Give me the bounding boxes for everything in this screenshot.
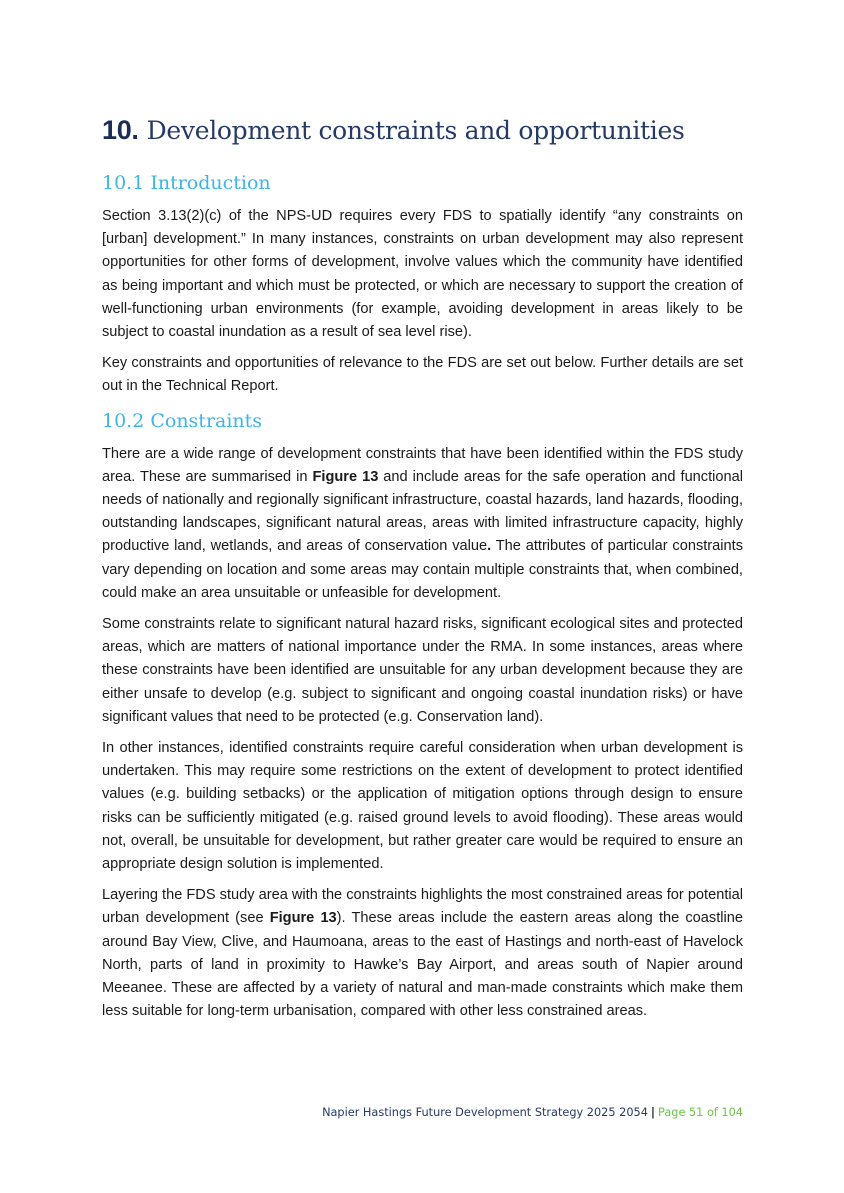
paragraph: [102, 737, 743, 876]
paragraph: [102, 613, 743, 729]
text: In other instances, identified constraints require careful consideration when urban development is undertaken. This may require some restrictions on the extent of development to protect identified values (e.g. building setbacks) or the application of mitigation options through design to ensure risks can be sufficiently mitigated (e.g. raised ground levels to avoid flooding). These areas would not, overall, be unsuitable for development, but rather greater care would be required to ensure an appropriate design solution is implemented.: [102, 740, 743, 873]
figure-reference: Figure 13: [269, 910, 337, 927]
text: Key constraints and opportunities of relevance to the FDS are set out below. Further details are set out in the Technical Report.: [102, 355, 743, 395]
document-page: [102, 112, 743, 1032]
text: and include areas for the safe operation and functional needs of nationally and regionally significant infrastructure, coastal hazards, land hazards, flooding, outstanding landscapes, significant natural areas, areas with limited infrastructure capacity, highly productive land, wetlands, and areas of conservation value: [102, 468, 743, 555]
text: Section 3.13(2)(c) of the NPS-UD requires every FDS to spatially identify “any constraints on [urban] development.” In many instances, constraints on urban development may also represent opportunities for other forms of development, involve values which the community have identified as being important and which must be protected, or which are necessary to support the creation of well-functioning urban environments (for example, avoiding development in areas likely to be subject to coastal inundation as a result of sea level rise).: [102, 208, 743, 341]
footer-document-title: Napier Hastings Future Development Strategy 2025 2054: [322, 1106, 648, 1119]
text: ). These areas include the eastern areas along the coastline around Bay View, Clive, and Haumoana, areas to the east of Hastings and north-east of Havelock North, parts of land in proximity to Hawke’s Bay Airport, and areas south of Napier around Meeanee. These are affected by a variety of natural and man-made constraints which make them less suitable for long-term urbanisation, compared with other less constrained areas.: [102, 910, 743, 1020]
chapter-title: Development constraints and opportunities: [146, 116, 685, 145]
text: Layering the FDS study area with the constraints highlights the most constrained areas for potential urban development (see: [102, 887, 743, 927]
figure-reference: Figure 13: [312, 468, 379, 485]
footer-separator: |: [650, 1106, 656, 1119]
text: There are a wide range of development constraints that have been identified within the FDS study area. These are summarised in: [102, 445, 743, 485]
chapter-number: 10.: [102, 115, 139, 145]
section-heading-constraints: 10.2 Constraints: [102, 409, 263, 432]
page-footer: [322, 1106, 743, 1119]
section-heading-introduction: 10.1 Introduction: [102, 172, 271, 194]
text: .: [487, 538, 492, 555]
paragraph: [102, 352, 743, 398]
paragraph: [102, 884, 743, 1023]
chapter-heading: [102, 112, 743, 149]
paragraph: [102, 205, 743, 344]
paragraph: [102, 443, 743, 605]
text: Some constraints relate to significant natural hazard risks, significant ecological sites and protected areas, which are matters of national importance under the RMA. In some instances, areas where these constraints have been identified are unsuitable for any urban development because they are either unsafe to develop (e.g. subject to significant and ongoing coastal inundation risks) or have significant values that need to be protected (e.g. Conservation land).: [102, 616, 743, 725]
text: The attributes of particular constraints vary depending on location and some areas may contain multiple constraints that, when combined, could make an area unsuitable or unfeasible for development.: [102, 538, 743, 601]
page-number: Page 51 of 104: [658, 1106, 743, 1119]
